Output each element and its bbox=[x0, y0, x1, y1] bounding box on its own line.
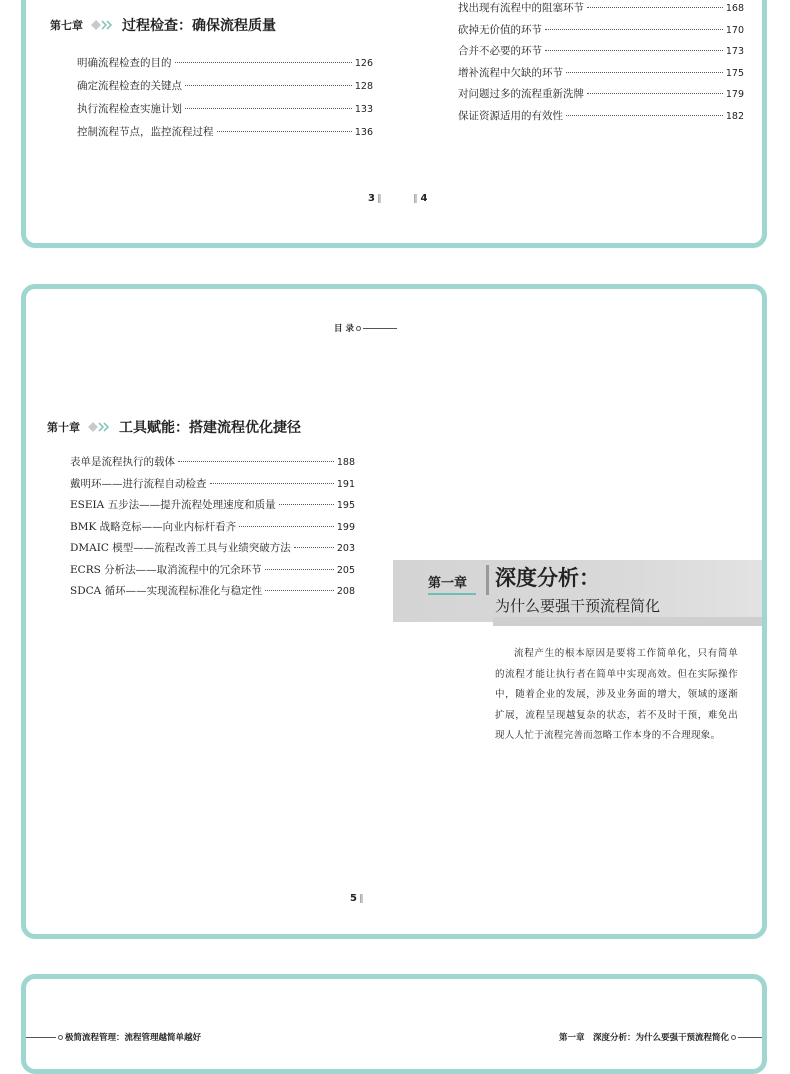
chapter7-number: 第七章 bbox=[50, 19, 83, 32]
toc-entry[interactable]: 戴明环——进行流程自动检查 191 bbox=[70, 477, 355, 490]
toc-entry[interactable]: 表单是流程执行的载体 188 bbox=[70, 456, 355, 468]
spread-pages-3-4 bbox=[21, 0, 767, 248]
page-tick-icon bbox=[378, 194, 381, 203]
contents-header-text: 目 录 bbox=[334, 324, 354, 334]
chapter10-heading bbox=[47, 417, 301, 437]
page-number: 5 bbox=[350, 893, 363, 904]
toc-entry[interactable]: ESEIA 五步法——提升流程处理速度和质量 195 bbox=[70, 499, 355, 511]
chapter10-toc bbox=[70, 454, 355, 605]
toc-entry[interactable]: BMK 战略竞标——向业内标杆看齐 199 bbox=[70, 520, 355, 533]
running-rule bbox=[26, 1037, 56, 1038]
page-number-left: 3 bbox=[368, 193, 381, 204]
chapter7-heading bbox=[50, 15, 276, 35]
running-head-left-text: 极简流程管理：流程管理越简单越好 bbox=[65, 1033, 202, 1043]
chapter7-title: 过程检查：确保流程质量 bbox=[122, 18, 276, 34]
toc-entry[interactable]: ECRS 分析法——取消流程中的冗余环节 205 bbox=[70, 563, 355, 576]
running-rule bbox=[738, 1037, 762, 1038]
contents-header bbox=[334, 322, 397, 334]
page-tick-icon bbox=[360, 894, 363, 903]
toc-entry[interactable]: DMAIC 模型——流程改善工具与业绩突破方法 203 bbox=[70, 542, 355, 554]
right-page-toc bbox=[458, 0, 744, 129]
spread-pages-5-6 bbox=[21, 284, 767, 939]
toc-entry[interactable]: 找出现有流程中的阻塞环节 168 bbox=[458, 2, 744, 14]
running-head-right-text: 第一章 深度分析：为什么要强干预流程简化 bbox=[558, 1033, 729, 1043]
toc-entry[interactable]: 增补流程中欠缺的环节 175 bbox=[458, 66, 744, 79]
toc-entry[interactable]: 控制流程节点，监控流程过程 136 bbox=[77, 126, 373, 138]
header-rule bbox=[363, 328, 397, 329]
toc-entry[interactable]: 明确流程检查的目的 126 bbox=[77, 57, 373, 69]
page-tick-icon bbox=[414, 194, 417, 203]
running-head-right bbox=[559, 1031, 762, 1043]
chapter1-number: 第一章 bbox=[428, 576, 468, 591]
chapter1-divider bbox=[486, 565, 489, 595]
ornament-circle-icon bbox=[356, 326, 361, 331]
chapter1-subtitle-strip bbox=[493, 617, 767, 626]
chapter10-title: 工具赋能：搭建流程优化捷径 bbox=[119, 420, 301, 436]
ornament-circle-icon bbox=[731, 1035, 736, 1040]
chapter1-subtitle: 为什么要强干预流程简化 bbox=[495, 597, 661, 615]
chevron-ornament-icon bbox=[91, 20, 115, 30]
toc-entry[interactable]: 执行流程检查实施计划 133 bbox=[77, 103, 373, 115]
toc-entry[interactable]: 砍掉无价值的环节 170 bbox=[458, 23, 744, 36]
chevron-ornament-icon bbox=[88, 422, 112, 432]
page-number-right: 4 bbox=[414, 193, 427, 204]
toc-entry[interactable]: 保证资源适用的有效性 182 bbox=[458, 109, 744, 122]
chapter1-underline bbox=[428, 593, 476, 595]
chapter10-number: 第十章 bbox=[47, 421, 80, 434]
ornament-circle-icon bbox=[58, 1035, 63, 1040]
toc-entry[interactable]: 合并不必要的环节 173 bbox=[458, 45, 744, 57]
toc-entry[interactable]: 对问题过多的流程重新洗牌 179 bbox=[458, 88, 744, 100]
toc-entry[interactable]: 确定流程检查的关键点 128 bbox=[77, 80, 373, 92]
running-head-left bbox=[26, 1031, 201, 1043]
spread-pages-running-heads bbox=[21, 974, 767, 1074]
chapter1-intro-paragraph: 流程产生的根本原因是要将工作简单化，只有简单的流程才能让执行者在简单中实现高效。但在实际操作中，随着企业的发展，涉及业务面的增大，领域的逐渐扩展，流程呈现越复杂的状态，若不及时干预，难免出现人人忙于流程完善而忽略工作本身的不合理现象。 bbox=[495, 648, 738, 741]
toc-entry[interactable]: SDCA 循环——实现流程标准化与稳定性 208 bbox=[70, 585, 355, 597]
chapter7-toc bbox=[77, 55, 373, 147]
chapter1-title: 深度分析： bbox=[495, 566, 600, 590]
